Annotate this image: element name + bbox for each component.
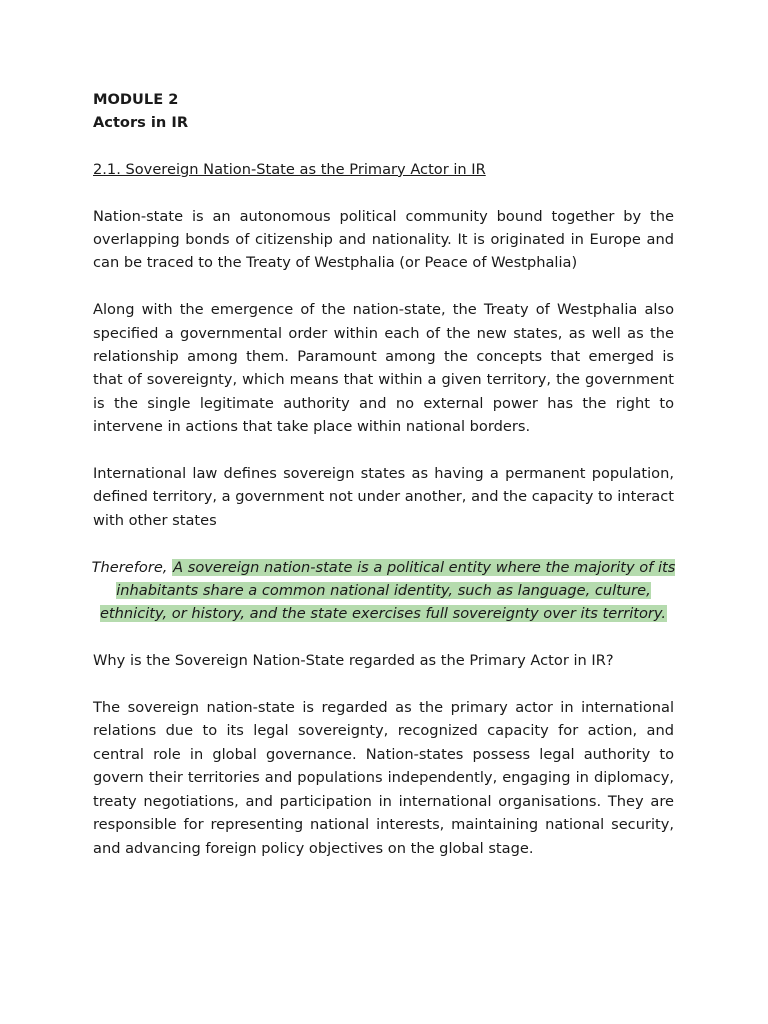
question-line: Why is the Sovereign Nation-State regarded as the Primary Actor in IR? [93, 652, 614, 670]
paragraph-international-law: International law defines sovereign states as having a permanent population, defined territory, a government not under another, and the capacity to interact with other states [93, 465, 674, 529]
section-title: 2.1. Sovereign Nation-State as the Primary Actor in IR [93, 160, 486, 178]
paragraph-westphalia: Along with the emergence of the nation-state, the Treaty of Westphalia also specified a governmental order within each of the new states, as well as the relationship among them. Paramount among the concepts that emerged is that of sovereignty, which means that within a given territory, the government is the single legitimate authority and no external power has the right to intervene in actions that take place within national borders. [93, 301, 674, 436]
definition-prefix: Therefore, [91, 558, 173, 576]
module-heading: MODULE 2 [93, 91, 179, 108]
paragraph-nation-state: Nation-state is an autonomous political community bound together by the overlapping bonds of citizenship and nationality. It is originated in Europe and can be traced to the Treaty of Westphalia (or Peace of Westphalia) [93, 207, 674, 272]
highlighted-text: A sovereign nation-state is a political entity where the majority of its inhabitants share a common national identity, such as language, culture, ethnicity, or history, and the state exercises full sovereignty over its territory. [99, 558, 676, 623]
paragraph-primary-actor: The sovereign nation-state is regarded as the primary actor in international relations due to its legal sovereignty, recognized capacity for action, and central role in global governance. Nation-states possess legal authority to govern their territories and populations independently, engaging in diplomacy, treaty negotiations, and participation in international organisations. They are responsible for representing national interests, maintaining national security, and advancing foreign policy objectives on the global stage. [93, 699, 674, 857]
highlighted-definition [90, 556, 677, 626]
module-subtitle: Actors in IR [93, 114, 189, 132]
document-page [93, 88, 674, 860]
